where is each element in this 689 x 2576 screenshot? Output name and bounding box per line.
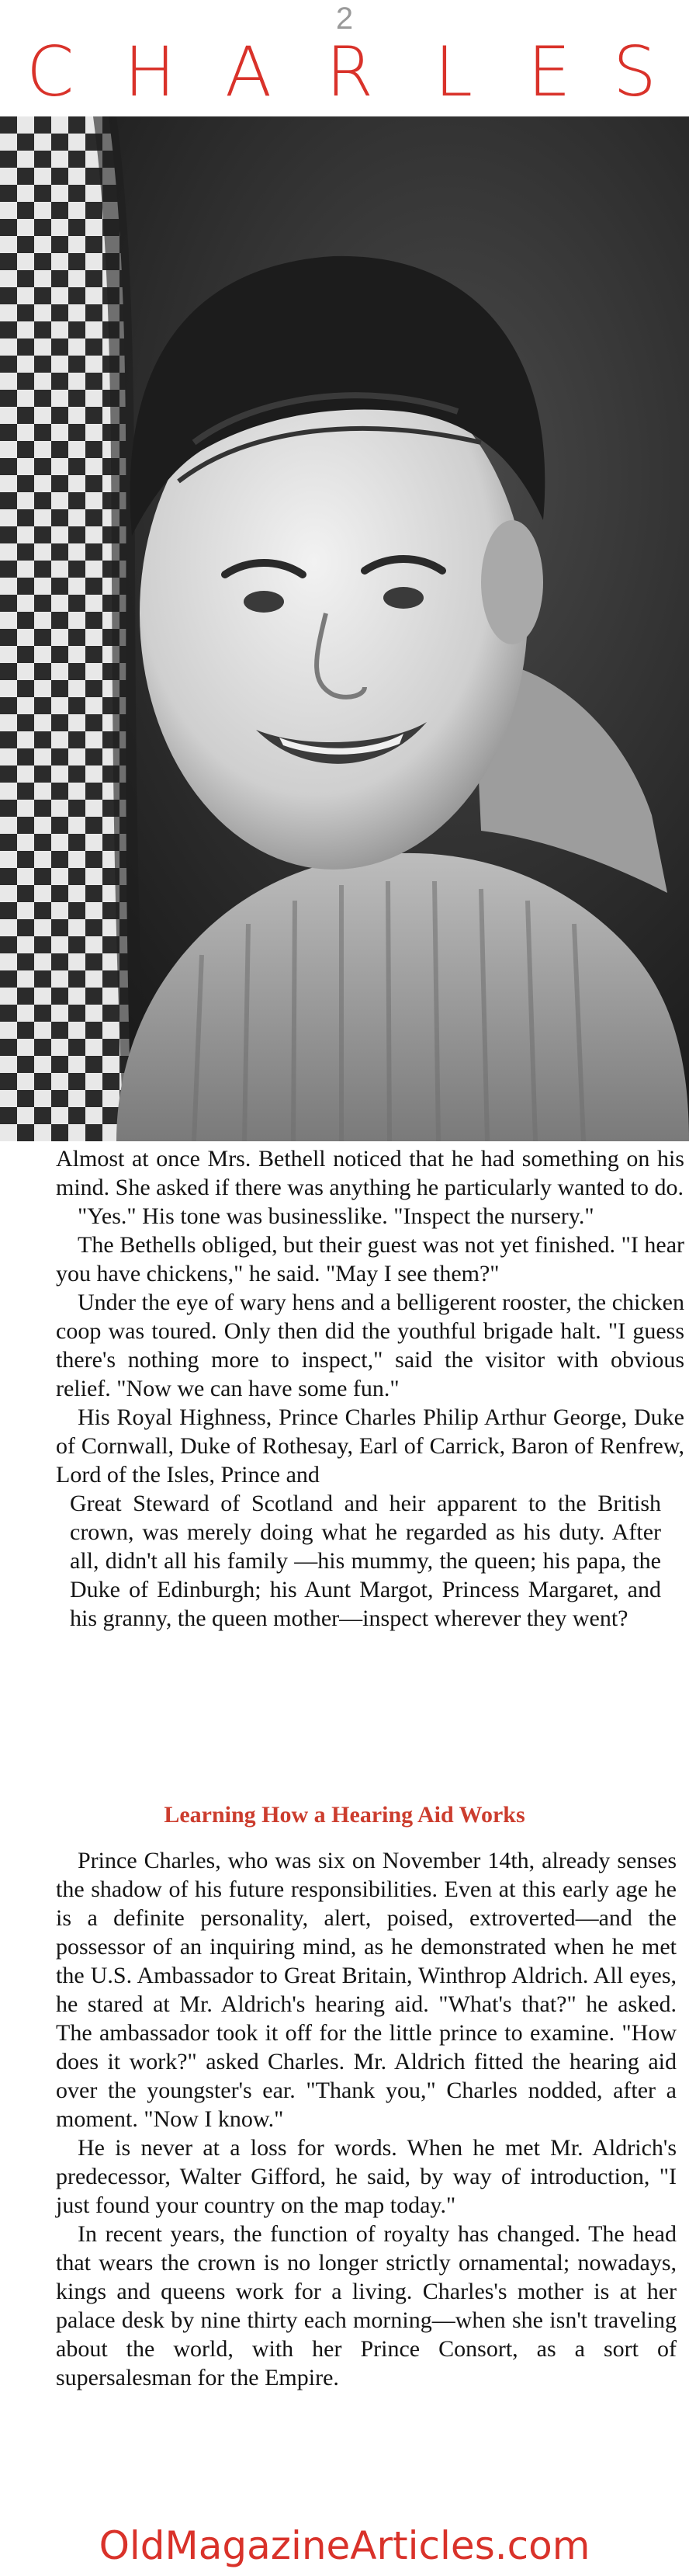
masthead-letter: E [528,32,571,112]
article-section-1 [56,1144,684,1633]
page-number: 2 [335,2,354,36]
eye [244,591,284,613]
paragraph: He is never at a loss for words. When he met Mr. Aldrich's predecessor, Walter Gifford, he said, by way of introduction, "I just found your country on the map today." [56,2135,677,2218]
masthead-title [0,32,689,112]
paragraph: In recent years, the function of royalty has changed. The head that wears the crown is no longer strictly ornamental; nowadays, kings and queens work for a living. Charles's mother is at her palace desk by nine thirty each morning—when she isn't traveling about the world, with her Prince Consort, as a sort of supersalesman for the Empire. [56,2221,677,2390]
masthead-letter: A [225,32,272,112]
paragraph: Almost at once Mrs. Bethell noticed that he had something on his mind. She asked if there was anything he particularly wanted to do. [56,1146,684,1200]
masthead-letter: C [26,32,74,112]
paragraph: Under the eye of wary hens and a belligerent rooster, the chicken coop was toured. Only then did the youthful brigade halt. "I guess there's nothing more to inspect," said the visitor with obvious relief. "Now we can have some fun." [56,1290,684,1401]
paragraph: The Bethells obliged, but their guest was not yet finished. "I hear you have chickens," he said. "May I see them?" [56,1232,684,1286]
masthead-letter: H [124,32,176,112]
section-subheading: Learning How a Hearing Aid Works [164,1802,525,1828]
article-section-2 [56,1846,677,2392]
portrait-photo [0,116,689,1141]
eye [383,587,424,609]
paragraph: His Royal Highness, Prince Charles Philip Arthur George, Duke of Cornwall, Duke of Rothesay, Earl of Carrick, Baron of Renfrew, Lord of the Isles, Prince and [56,1404,684,1488]
paragraph: Great Steward of Scotland and heir apparent to the British crown, was merely doing what he regarded as his duty. After all, didn't all his family —his mummy, the queen; his papa, the Duke of Edinburgh; his Aunt Margot, Princess Margaret, and his granny, the queen mother—inspect wherever they went? [70,1491,661,1631]
ear [481,520,543,644]
masthead-letter: L [435,32,473,112]
masthead-letter: S [613,32,656,112]
site-watermark: OldMagazineArticles.com [99,2523,590,2568]
paragraph: "Yes." His tone was businesslike. "Inspect the nursery." [78,1203,594,1229]
masthead-letter: R [326,32,374,112]
paragraph: Prince Charles, who was six on November 14th, already senses the shadow of his future responsibilities. Even at this early age he is a definite personality, alert, poised, extroverted—and the possessor of an inquiring mind, as he demonstrated when he met the U.S. Ambassador to Great Britain, Winthrop Aldrich. All eyes, he stared at Mr. Aldrich's hearing aid. "What's that?" he asked. The ambassador took it off for the little prince to examine. "How does it work?" asked Charles. Mr. Aldrich fitted the hearing aid over the youngster's ear. "Thank you," Charles nodded, after a moment. "Now I know." [56,1848,677,2132]
